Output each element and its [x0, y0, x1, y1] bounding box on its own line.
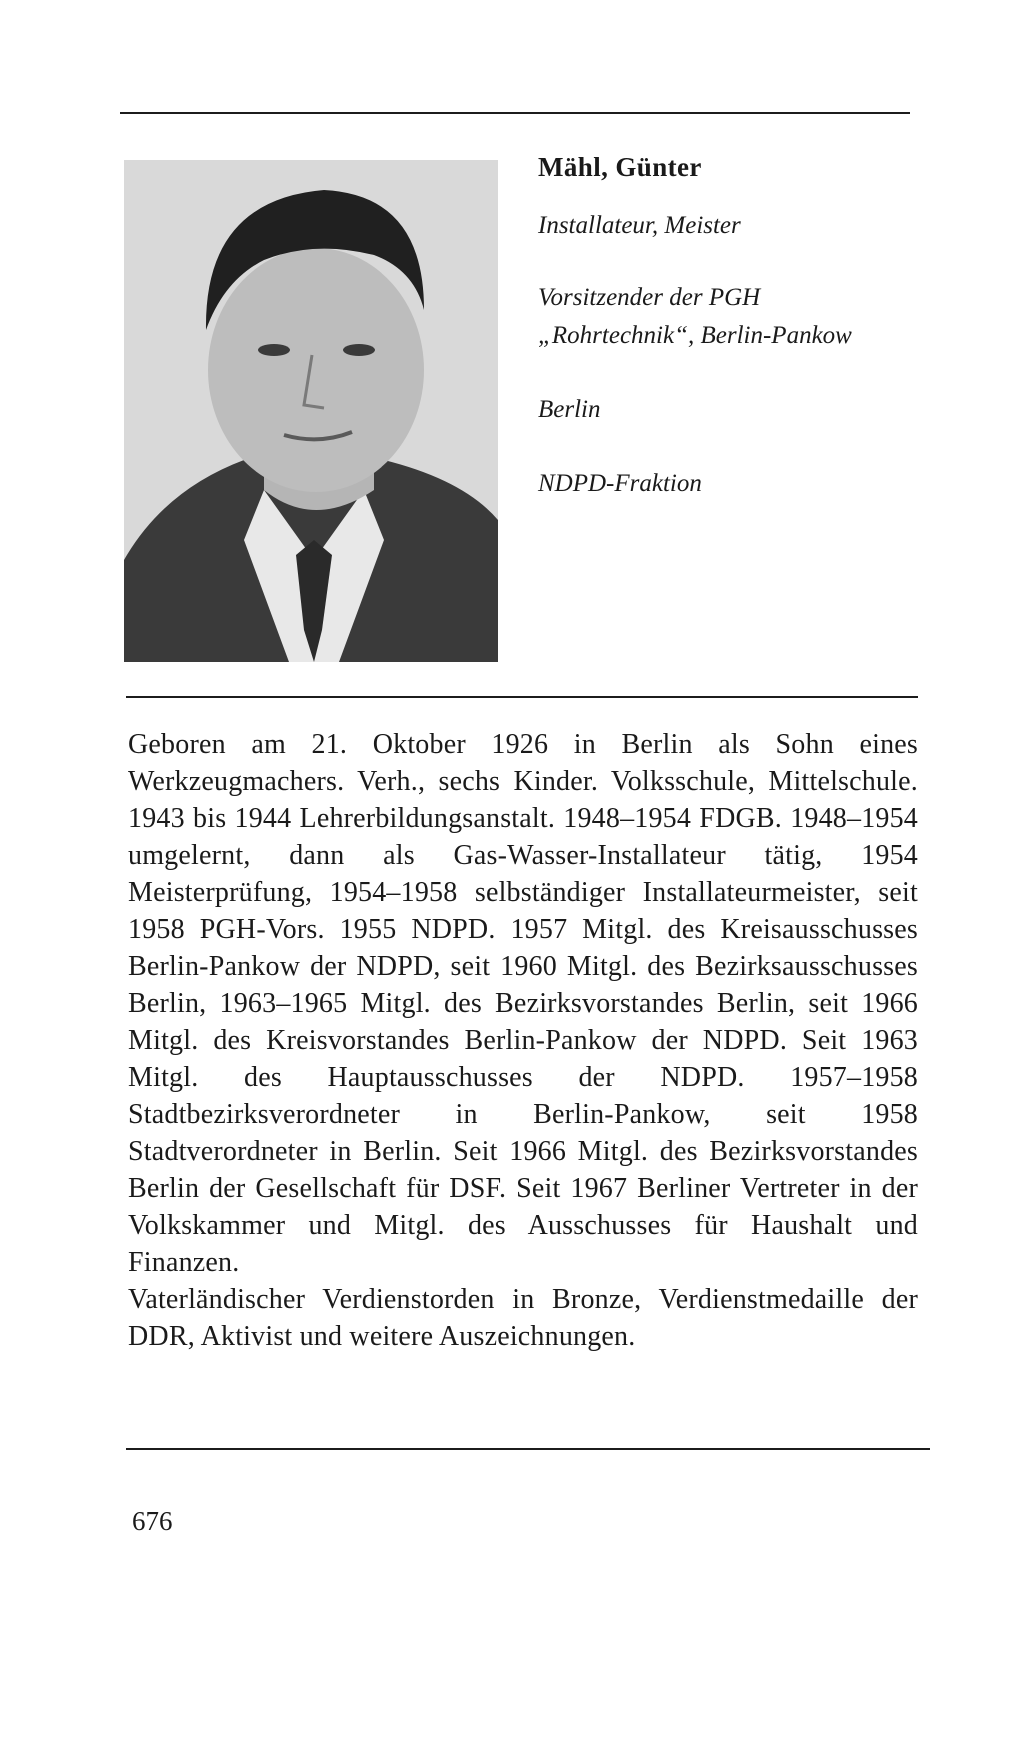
portrait-photo — [124, 160, 498, 662]
page-number: 676 — [132, 1506, 173, 1536]
middle-divider — [126, 696, 918, 698]
constituency: Berlin — [538, 396, 601, 423]
biography — [128, 726, 918, 1355]
portrait-icon — [124, 160, 498, 662]
top-divider — [120, 112, 910, 114]
bottom-divider — [126, 1448, 930, 1450]
person-name: Mähl, Günter — [538, 152, 702, 182]
faction: NDPD-Fraktion — [538, 470, 702, 497]
entry-header — [538, 152, 928, 503]
biography-paragraph: Geboren am 21. Oktober 1926 in Berlin als Sohn eines Werkzeugmachers. Verh., sechs Kinder. Volksschule, Mittelschule. 1943 bis 1944 Lehrerbildungsanstalt. 1948–1954 FDGB. 1948–1954 umgelernt, dann als Gas-Wasser-Installateur tätig, 1954 Meisterprüfung, 1954–1958 selbständiger Installateurmeister, seit 1958 PGH-Vors. 1955 NDPD. 1957 Mitgl. des Kreisausschusses Berlin-Pankow der NDPD, seit 1960 Mitgl. des Bezirksausschusses Berlin, 1963–1965 Mitgl. des Bezirksvorstandes Berlin, seit 1966 Mitgl. des Kreisvorstandes Berlin-Pankow der NDPD. Seit 1963 Mitgl. des Hauptausschusses der NDPD. 1957–1958 Stadtbezirksverordneter in Berlin-Pankow, seit 1958 Stadtverordneter in Berlin. Seit 1966 Mitgl. des Bezirksvorstandes Berlin der Gesellschaft für DSF. Seit 1967 Berliner Vertreter in der Volkskammer und Mitgl. des Ausschusses für Haushalt und Finanzen. — [128, 729, 918, 1278]
awards-paragraph: Vaterländischer Verdienstorden in Bronze, Verdienstmedaille der DDR, Aktivist und weitere Auszeichnungen. — [128, 1284, 918, 1352]
position-line-1: Vorsitzender der PGH — [538, 284, 761, 311]
position-line-2: „Rohrtechnik“, Berlin-Pankow — [538, 322, 852, 349]
profession: Installateur, Meister — [538, 212, 741, 239]
